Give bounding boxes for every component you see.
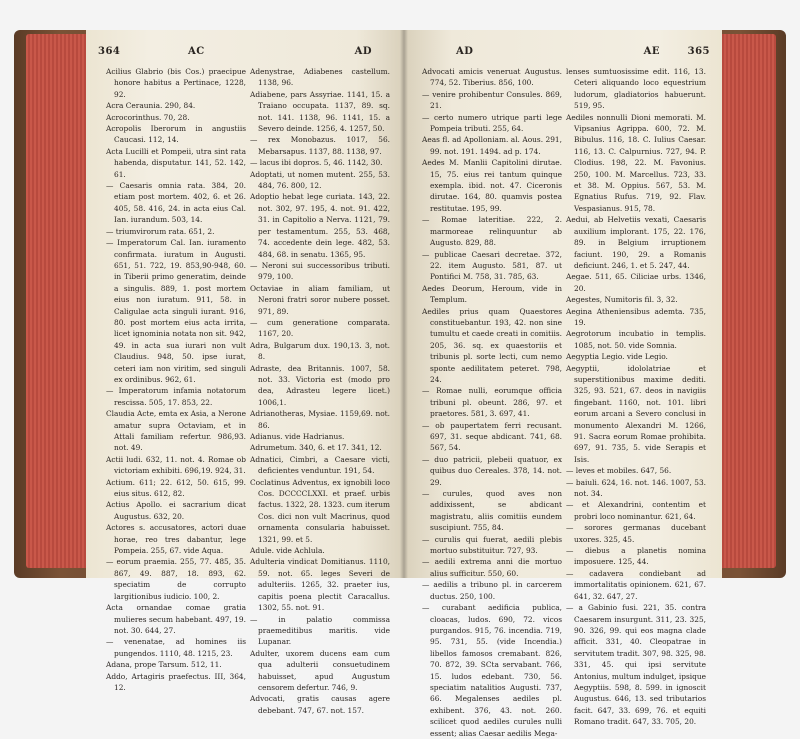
- index-entry: Acrocorinthus. 70, 28.: [106, 112, 190, 122]
- right-page-header: [416, 46, 710, 60]
- index-entry: Actium. 611; 22. 612, 50. 615, 99. eius situs. 612, 82.: [106, 477, 246, 499]
- index-entry: Aediles prius quam Quaestores constituebantur. 193, 42. non sine tumultu et caede creati in comitiis. 205, 36. sq. ex quaestoriis et tribunis pl. sorte lecti, cum nemo sponte aedilitatem peteret. 798, 24.: [422, 306, 562, 384]
- index-entry: — sorores germanas ducebant uxores. 325, 45.: [566, 523, 706, 544]
- index-entry: Octaviae in aliam familiam, ut Neroni fratri soror nubere posset. 971, 89.: [250, 283, 390, 316]
- index-entry: Aegae. 511, 65. Ciliciae urbs. 1346, 20.: [566, 272, 706, 293]
- index-entry: — eorum praemia. 255, 77. 485, 35. 867, 49. 887, 18. 893, 62. speciatim de corrupto largitionibus iudicio. 100, 2.: [106, 557, 246, 601]
- index-entry: — Romae nulli, eorumque officia tribuni pl. obeunt. 286, 97. et praetores. 581, 3. 697, 41.: [422, 386, 562, 419]
- index-entry: — venire prohibentur Consules. 869, 21.: [422, 89, 562, 111]
- index-entry: Addo, Artagiris praefectus. III, 364, 12.: [106, 671, 246, 692]
- index-entry: Aediles nonnulli Dioni memorati. M. Vipsanius Agrippa. 600, 72. M. Bibulus. 116, 18. C. Iulius Caesar. 116, 13. C. Calpurnius. 727, 94. P. Clodius. 198, 22. M. Favonius. 250, 100. M. Marcellus. 723, 33. et 38. M. Oppius. 567, 53. M. Egnatius Rufus. 719, 92. Flav. Vespasianus. 915, 78.: [566, 112, 706, 213]
- left-header-left-letters: AC: [188, 46, 205, 57]
- index-entry: — duo patricii, plebeii quatuor, ex quibus duo Cereales. 378, 14. not. 29.: [422, 454, 562, 487]
- index-entry: Coclatinus Adventus, ex ignobili loco Cos. DCCCCLXXI. et praef. urbis factus. 1322, 28. 1323. cum iterum Cos. dici non vult Macrinus, quod ornamenta consularia habuisset. 1321, 99. et 5.: [250, 477, 390, 544]
- right-column-2: [566, 66, 706, 727]
- index-entry: — Romae lateritiae. 222, 2. marmoreae relinquuntur ab Augusto. 829, 88.: [422, 215, 562, 248]
- index-entry: Adulter, uxorem ducens eam cum qua adulterii consuetudinem habuisset, apud Augustum censorem defertur. 746, 9.: [250, 648, 390, 692]
- right-column-1: [422, 66, 562, 738]
- left-column-1: [106, 66, 246, 692]
- index-entry: Aegestes, Numitoris fil. 3, 32.: [566, 295, 678, 305]
- index-entry: — cadavera condiebant ad immortalitatis opinionem. 621, 67. 641, 32. 647, 27.: [566, 568, 706, 601]
- index-entry: Aedui, ab Helvetiis vexati, Caesaris auxilium implorant. 175, 22. 176, 89. in Belgium irruptionem faciunt. 190, 29. a Romanis deficiunt. 246, 1. et 5. 247, 44.: [566, 215, 706, 270]
- index-entry: — rex Monobazus. 1017, 56. Mebarsapus. 1137, 88. 1138, 97.: [250, 135, 390, 156]
- index-entry: Adule. vide Achlula.: [250, 546, 325, 556]
- index-entry: Aeas fl. ad Apolloniam. al. Aous. 291, 99. not. 191. 1494. ad p. 174.: [422, 135, 562, 156]
- index-entry: Aegina Atheniensibus ademta. 735, 19.: [566, 306, 706, 327]
- index-entry: Adnatici, Cimbri, a Caesare victi, deficientes venduntur. 191, 54.: [250, 454, 390, 476]
- index-entry: — venenatae, ad homines iis pungendos. 1110, 48. 1215, 23.: [106, 637, 246, 658]
- index-entry: Adoptati, ut nomen mutent. 255, 53. 484, 76. 800, 12.: [250, 169, 390, 191]
- index-entry: Advocati amicis veneruat Augustus. 774, 52. Tiberius. 856, 100.: [422, 67, 562, 88]
- index-entry: Adrumetum. 340, 6. et 17. 341, 12.: [250, 443, 382, 453]
- index-entry: — in palatio commissa praemeditibus maritis. vide Lupanar.: [250, 614, 390, 647]
- book-gutter: [400, 30, 408, 578]
- index-entry: Adana, prope Tarsum. 512, 11.: [106, 660, 222, 670]
- left-page-edges: [26, 34, 86, 568]
- index-entry: Adiabene, pars Assyriae. 1141, 15. a Traiano occupata. 1137, 89. sq. not. 141. 1138, 96. 1141, 15. a Severo deinde. 1256, 4. 1257, 50.: [250, 89, 390, 134]
- index-entry: Adulteria vindicat Domitianus. 1110, 59. not. 65. leges Severi de adulteriis. 1265, 32. praeter ius, capitis poena plectit Caracallus. 1302, 55. not. 91.: [250, 557, 390, 613]
- index-entry: — curulis qui fuerat, aedili plebis mortuo substituitur. 727, 93.: [422, 534, 562, 556]
- index-entry: Advocati, gratis causas agere debebant. 747, 67. not. 157.: [250, 694, 390, 715]
- index-entry: Acra Ceraunia. 290, 84.: [106, 101, 196, 111]
- index-entry: Aegyptia Legio. vide Legio.: [566, 352, 668, 362]
- index-entry: Adianus. vide Hadrianus.: [250, 432, 345, 441]
- index-entry: Adoptio hebat lege curiata. 143, 22. not. 302, 97. 195, 4. not. 91. 422, 31. in Capitolio a Nerva. 1121, 79. per testamentum. 255, 53. 468, 74. accedente dein lege. 482, 53. 484, 68. in senatu. 1365, 95.: [250, 192, 390, 259]
- index-entry: lenses sumtuosissime edit. 116, 13. Ceteri aliquando loco equestrium ludorum, gladiatorios habuerunt. 519, 95.: [566, 67, 706, 111]
- index-entry: — certo numero utrique parti lege Pompeia tributi. 255, 64.: [422, 112, 562, 134]
- right-header-left-letters: AD: [456, 46, 474, 57]
- index-entry: Claudia Acte, emta ex Asia, a Nerone amatur supra Octaviam, et in Attali familiam refertur. 986,93. not. 49.: [106, 409, 246, 453]
- index-entry: Actii ludi. 632, 11. not. 4. Romae ob victoriam exhibiti. 696,19. 924, 31.: [106, 454, 246, 476]
- index-entry: Adra, Bulgarum dux. 190,13. 3, not. 8.: [250, 340, 390, 362]
- right-page-edges: [720, 34, 776, 568]
- index-entry: — Imperatorum Cal. Ian. iuramento confirmata. iuratum in Augusti. 651, 51. 722, 19. 853,90-948, 60. in Tiberii primo generatim, deinde a singulis. 889, 1. post mortem eius non iuratum. 911, 58. in Caligulae acta singuli iurant. 916, 80. post mortem eius acta irrita, licet ignominia notata non sit. 942, 49. in acta sua iurari non vult Claudius. 948, 50. ipse iurat, ceteri iam non viritim, sed singuli ex ordinibus. 962, 61.: [106, 238, 246, 384]
- index-entry: — curules, quod aves non addixissent, se abdicant magistratu, aliis comitiis eundem suscipiunt. 755, 84.: [422, 489, 562, 533]
- index-entry: Aegrotorum incubatio in templis. 1085, not. 50. vide Somnia.: [566, 329, 706, 350]
- index-entry: Aedes M. Manlii Capitolini dirutae. 15, 75. eius rei tantum quinque exempla. ibid. not. 47. Ciceronis dirutae. 164, 80. quamvis postea restitutae. 195, 99.: [422, 158, 562, 213]
- index-entry: — Imperatorum infamia notatorum rescissa. 505, 17. 853, 22.: [106, 386, 246, 407]
- index-entry: — et Alexandrini, contentim et probri loco nominantur. 621, 64.: [566, 500, 706, 521]
- index-entry: — diebus a planetis nomina imposuere. 125, 44.: [566, 546, 706, 567]
- index-entry: — ob paupertatem ferri recusant. 697, 31. seque abdicant. 741, 68. 567, 54.: [422, 420, 562, 453]
- index-entry: — triumvirorum rata. 651, 2.: [106, 226, 215, 236]
- index-entry: — publicae Caesari decretae. 372, 22. item Augusto. 581, 87. ut Pontifici M. 758, 31. 785, 63.: [422, 249, 562, 282]
- left-page-number: 364: [98, 46, 121, 57]
- index-entry: Acropolis Iberorum in angustiis Caucasi. 112, 14.: [106, 124, 246, 145]
- left-column-2: [250, 66, 390, 715]
- index-entry: — curabant aedificia publica, cloacas, ludos. 690, 72. vicos purgandos. 915, 76. incendia. 719, 95. 731, 55. (vide Incendia.) libellos famosos cremabant. 826, 70. 872, 39. SCta servabant. 766, 15. ludos edebant. 730, 56. speciatim natalitios Augusti. 737, 66. Megalenses aediles pl. exhibent. 376, 43. not. 260. scilicet quod aediles curules nulli essent; alias Caesar aedilis Mega-: [422, 603, 562, 738]
- index-entry: Adrianotheras, Mysiae. 1159,69. not. 86.: [250, 409, 390, 430]
- index-entry: Actores s. accusatores, actori duae horae, reo tres dabantur, lege Pompeia. 255, 67. vide Aqua.: [106, 523, 246, 556]
- index-entry: — cum generatione comparata. 1167, 20.: [250, 317, 390, 339]
- index-entry: Aedes Deorum, Heroum, vide in Templum.: [422, 283, 562, 305]
- index-entry: — aedili extrema anni die mortuo alius sufficitur. 550, 60.: [422, 557, 562, 578]
- index-entry: — Neroni sui successoribus tributi. 979, 100.: [250, 260, 390, 282]
- index-entry: — aedilis a tribuno pl. in carcerem ductus. 250, 100.: [422, 580, 562, 601]
- right-header-right-letters: AE: [643, 46, 660, 57]
- left-header-right-letters: AD: [354, 46, 372, 57]
- index-entry: — lacus ibi dopros. 5, 46. 1142, 30.: [250, 158, 383, 168]
- index-entry: — a Gabinio fusi. 221, 35. contra Caesarem insurgunt. 311, 23. 325, 90. 326, 99. qui eos magna clade afficit. 331, 40. Cleopatrae in servitutem tradit. 307, 98. 325, 98. 331, 45. qui ipsi servitute Antonius, multum indulget, ipsique Aegyptiis. 598, 8. 599. in ignoscit Augustus. 646, 13. sed tributarios facit. 647, 33. 699, 76. et equiti Romano tradit. 647, 33. 705, 20.: [566, 603, 706, 727]
- left-page: [86, 30, 404, 715]
- index-entry: — Caesaris omnia rata. 384, 20. etiam post mortem. 402, 6. et 26. 405, 58. 416, 24. in acta eius Cal. Ian. iurandum. 503, 14.: [106, 181, 246, 225]
- right-page: [404, 30, 722, 738]
- index-entry: Acilius Glabrio (bis Cos.) praecipue honore habitus a Pertinace, 1228, 92.: [106, 67, 246, 99]
- index-entry: Actius Apollo. ei sacrarium dicat Augustus. 632, 20.: [106, 500, 246, 521]
- index-entry: Acta Lucilli et Pompeii, utra sint rata habenda, disputatur. 141, 52. 142, 61.: [106, 146, 246, 179]
- index-entry: — leves et mobiles. 647, 56.: [566, 466, 672, 476]
- index-entry: Adenystrae, Adiabenes castellum. 1138, 96.: [250, 67, 390, 88]
- index-entry: Adraste, dea Britannis. 1007, 58. not. 33. Victoria est (modo pro dea, Adrasteu legere licet.) 1006,1.: [250, 363, 390, 407]
- index-entry: — baiuli. 624, 16. not. 146. 1007, 53. not. 34.: [566, 477, 706, 499]
- left-page-header: [98, 46, 392, 60]
- index-entry: Aegyptii, idololatriae et superstitionibus maxime dediti. 325, 93. 521, 67. deos in navigiis fingebant. 1160, not. 101. libri eorum arcani a Severo conclusi in monumento Alexandri M. 1266, 91. Sacra eorum Romae prohibita. 697, 91. 735, 5. vide Serapis et Isis.: [566, 363, 706, 464]
- right-page-number: 365: [687, 46, 710, 57]
- index-entry: Acta ornandae comae gratia mulieres secum habebant. 497, 19. not. 30. 644, 27.: [106, 603, 246, 635]
